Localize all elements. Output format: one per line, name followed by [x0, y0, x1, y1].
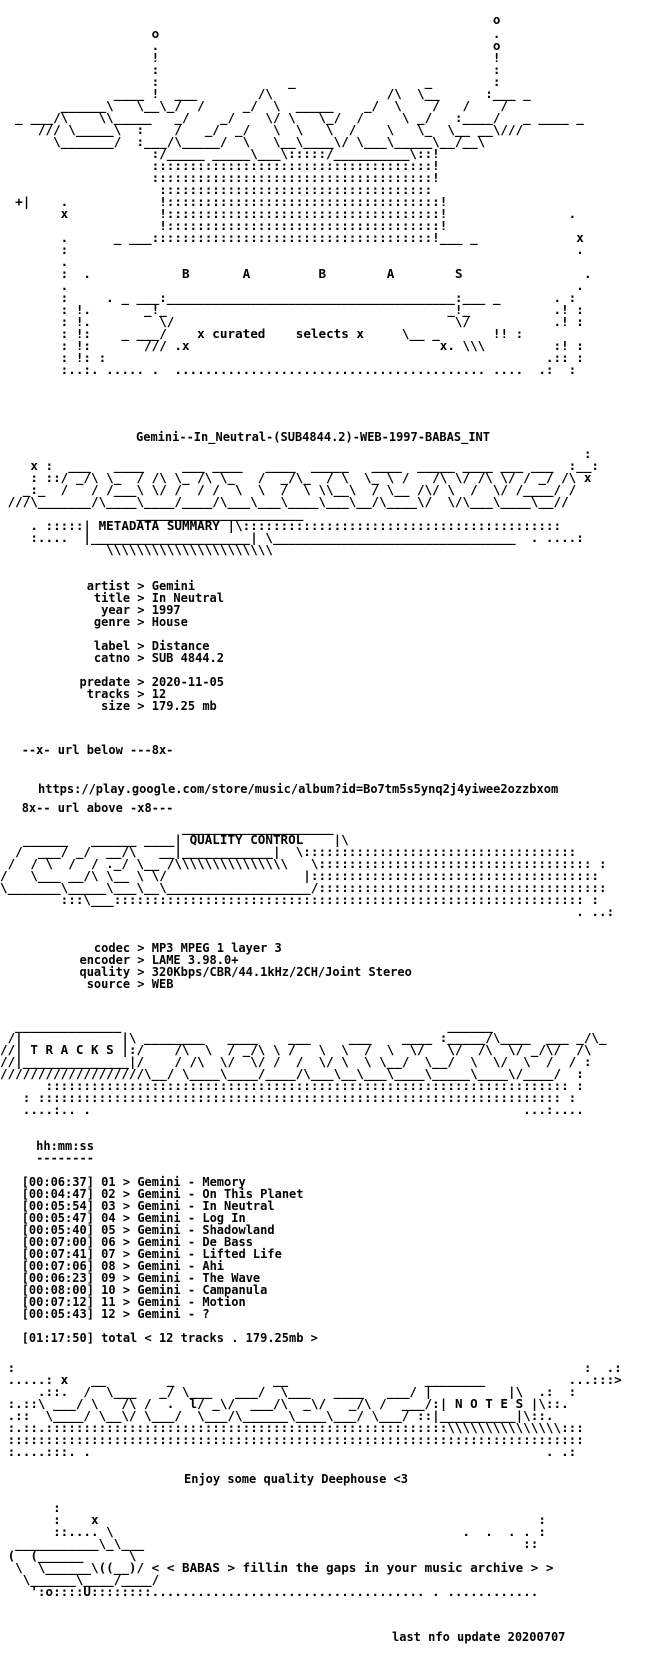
track-row: [00:05:43] 12 > Gemini - ?: [21, 1307, 210, 1321]
tracks-total: [01:17:50] total < 12 tracks . 179.25mb >: [21, 1331, 318, 1345]
track-row: [00:05:40] 05 > Gemini - Shadowland: [21, 1223, 275, 1237]
nfo-document: o o . . o ! ! : : : _ _ : ____ ! ___ /\ /\ \__ :___ _ ______\ \__\_/ / _/ \ _____ _/ \ / / / _ ___/\ \\_____ _/ _/ \/ \ \_/ / \ _/ :____/ _ ____ _ /// \_____\ : / _/ _/ \ \ \ / \ \_ \__ __\/// \_______/ :___/\_____/ \ \__\____\/ \___\_____\__/__\ :/_____ _____\___\:::::/__________\::! :::::::::::::::::::::::::::::::::::::! :::::::::::::::::::::::::::::::::::::! :::::::::::::::::::::::::::::::::::: +| . !::::::::::::::::::::::::::::::::::::! x !::::::::::::::::::::::::::::::::::::! . !::::::::::::::::::::::::::::::::::::! . _ ___:::::::::::::::::::::::::::::::::::::!___ _ x : . . : . B A B A S . . . : . _ ___:______________________________________:___ _ . : : !. _!_ _!_ .! : : !. \/ \/ .! : : !: _ ___/ x curated selects x \__ _ !! : : !: /// .x x. \\\ :! : : !: : .:: : :..:. ..... . ......................................... .... .: : Gemini--In_Neutral-(SUB4844.2)-WEB-1997-BABAS_INT : x : ___ ____ ___ ____ ____ _____ ____ _____ ____ ___ ___ :__: : ::/ _/\ \_ / /\ \_ /\ \_ / _/\_ / \ \_ \ / /\ \/ /\ \/ / _/ /\ x _:_ / / /___\ \/ / / / \ \ / \ \\__\ / \__ /\/ \ / \/ /____/ / ///\_______/\____\____/____/\___\___\____\___\__/\____\/ \/\___\____\__// ______________________ . :::::| METADATA SUMMARY |\:::::::::::::::::::::::::::::::::::::::::: :.... |_____________________| \________________________________ . ....: \\\\\\\\\\\\\\\\\\\\\\ artist > Gemini title > In Neutral year > 1997 genre > House label > Distance catno > SUB 4844.2 predate > 2020-11-05 tracks > 12 size > 179.25 mb --x- url below ---8x- https://play.google.com/store/music/album?id=Bo7tm5s5ynq2j4yiwee2ozzbxom 8x-- url above -x8--- ____________________ ______ ______ ____| QUALITY CONTROL |\ / ___/ _/ __/\ __|____________| \:::::::::::::::::::::::::::::::::::: / / \ / / ._/ \__ /\\\\\\\\\\\\\\\ \:::::::::::::::::::::::::::::::::::: : / \___ __/\ \__ \ \/ |:::::::::::::::::::::::::::::::::::::: \_______\_____\___\__\___________________/:::::::::::::::::::::::::::::::::::::: :::\___:::::::::::::::::::::::::::::::::::::::::::::::::::::::::::::: : . ..: codec > MP3 MPEG 1 layer 3 encoder > LAME 3.98.0+ quality > 320Kbps/CBR/44.1kHz/2CH/Joint Stereo source > WEB ______________ ______ /| |\ ________ ____ ___ ___ ____ :_____/\____ ___ _/\_ //| T R A C K S |:/ /\ \ / _/\ \ / \ \ / \ \/ \/ /\ \/ _/\/ /\ //|______________|/ / /\ \/ \/ / / \/ \ \ \__/ \__/ \ \/ \ / / : ///////////////////\__/ \____\____/____/\___\__\___\____\_____\____\/____/ : ::::::::::::::::::::::::::::::::::::::::::::::::::::::::::::::::::::: : : ::::::::::::::::::::::::::::::::::::::::::::::::::::::::::::::::::::: : ....:.. . ...:.... hh:mm:ss -------- [00:06:37] 01 > Gemini - Memory [00:04:47] 02 > Gemini - On This Planet [00:05:54] 03 > Gemini - In Neutral [00:05:47] 04 > Gemini - Log In [00:05:40] 05 > Gemini - Shadowland [00:07:00] 06 > Gemini - De Bass [00:07:41] 07 > Gemini - Lifted Life [00:07:06] 08 > Gemini - Ahi [00:06:23] 09 > Gemini - The Wave [00:08:00] 10 > Gemini - Campanula [00:07:12] 11 > Gemini - Motion [00:05:43] 12 > Gemini - ? [01:17:50] total < 12 tracks . 179.25mb > : : .: .....: x __ _ __ ________ ...:::> .::. / \___ _/ \___ ___/ \___ ____ ___/ | |\ .: : :.::\ ___/ \ /\ / . l/ _\/ ___/\ _\/ _/\ / ___/:| N O T E S |\::. .:: \____/ \__\/ \___/ \___/\______\____\___/ \___/ ::|__________|\::. :.::.:::::::::::::::::::::::::::::::::::::::::::::::::::::\\\\\\\\\\\\\\\::: :::::::::::::::::::::::::::::::::::::::::::::::::::::::::::::::::::::::::::: :....:::. . . .: Enjoy some quality Deephouse <3 : : x : ::.... \ . . . . : ___________\_\___ :: ( (______ \ \ \______\((__)/ < < BABAS > fillin the gaps in your music archive > > \______\____/____/ ':o::::U::::::::.................................... . ............ last nfo update 20200707: [0, 12, 622, 1644]
release-name: Gemini--In_Neutral-(SUB4844.2)-WEB-1997-BABAS_INT: [136, 430, 491, 444]
url-above-marker: 8x-- url above -x8---: [21, 801, 174, 815]
release-url[interactable]: https://play.google.com/store/music/album?id=Bo7tm5s5ynq2j4yiwee2ozzbxom: [38, 782, 559, 796]
tagline-left: x curated: [197, 326, 266, 341]
notes-text: Enjoy some quality Deephouse <3: [184, 1472, 408, 1486]
tracks-section-title: T R A C K S: [30, 1042, 114, 1057]
track-row: [00:08:00] 10 > Gemini - Campanula: [21, 1283, 268, 1297]
group-letter-4: A: [386, 266, 395, 281]
footer-slogan: < < BABAS > fillin the gaps in your music archive > >: [151, 1560, 554, 1575]
time-rule: --------: [36, 1151, 94, 1165]
metadata-row: size > 179.25 mb: [101, 699, 217, 713]
quality-section-title: QUALITY CONTROL: [189, 832, 304, 847]
metadata-row: artist > Gemini: [86, 579, 196, 593]
quality-row: quality > 320Kbps/CBR/44.1kHz/2CH/Joint Stereo: [79, 965, 412, 979]
track-row: [00:07:00] 06 > Gemini - De Bass: [21, 1235, 253, 1249]
track-row: [00:04:47] 02 > Gemini - On This Planet: [21, 1187, 304, 1201]
quality-row: codec > MP3 MPEG 1 layer 3: [93, 941, 282, 955]
track-row: [00:05:54] 03 > Gemini - In Neutral: [21, 1199, 275, 1213]
group-letter-1: B: [181, 266, 190, 281]
metadata-row: predate > 2020-11-05: [79, 675, 224, 689]
track-row: [00:07:12] 11 > Gemini - Motion: [21, 1295, 246, 1309]
group-letter-2: A: [242, 266, 251, 281]
track-row: [00:07:41] 07 > Gemini - Lifted Life: [21, 1247, 282, 1261]
metadata-row: tracks > 12: [86, 687, 167, 701]
quality-row: encoder > LAME 3.98.0+: [79, 953, 239, 967]
metadata-row: genre > House: [93, 615, 188, 629]
track-row: [00:07:06] 08 > Gemini - Ahi: [21, 1259, 225, 1273]
tagline-right: selects x: [295, 326, 364, 341]
track-row: [00:05:47] 04 > Gemini - Log In: [21, 1211, 246, 1225]
metadata-row: year > 1997: [101, 603, 181, 617]
metadata-row: label > Distance: [93, 639, 210, 653]
group-letter-5: S: [455, 266, 463, 281]
metadata-section-title: METADATA SUMMARY: [98, 518, 220, 533]
quality-row: source > WEB: [86, 977, 174, 991]
url-below-marker: --x- url below ---8x-: [21, 743, 174, 757]
metadata-row: title > In Neutral: [93, 591, 224, 605]
track-row: [00:06:37] 01 > Gemini - Memory: [21, 1175, 246, 1189]
last-update: last nfo update 20200707: [392, 1630, 566, 1644]
time-header: hh:mm:ss: [36, 1139, 94, 1153]
group-letter-3: B: [318, 266, 327, 281]
metadata-row: catno > SUB 4844.2: [93, 651, 224, 665]
notes-section-title: N O T E S: [454, 1396, 524, 1411]
track-row: [00:06:23] 09 > Gemini - The Wave: [21, 1271, 261, 1285]
